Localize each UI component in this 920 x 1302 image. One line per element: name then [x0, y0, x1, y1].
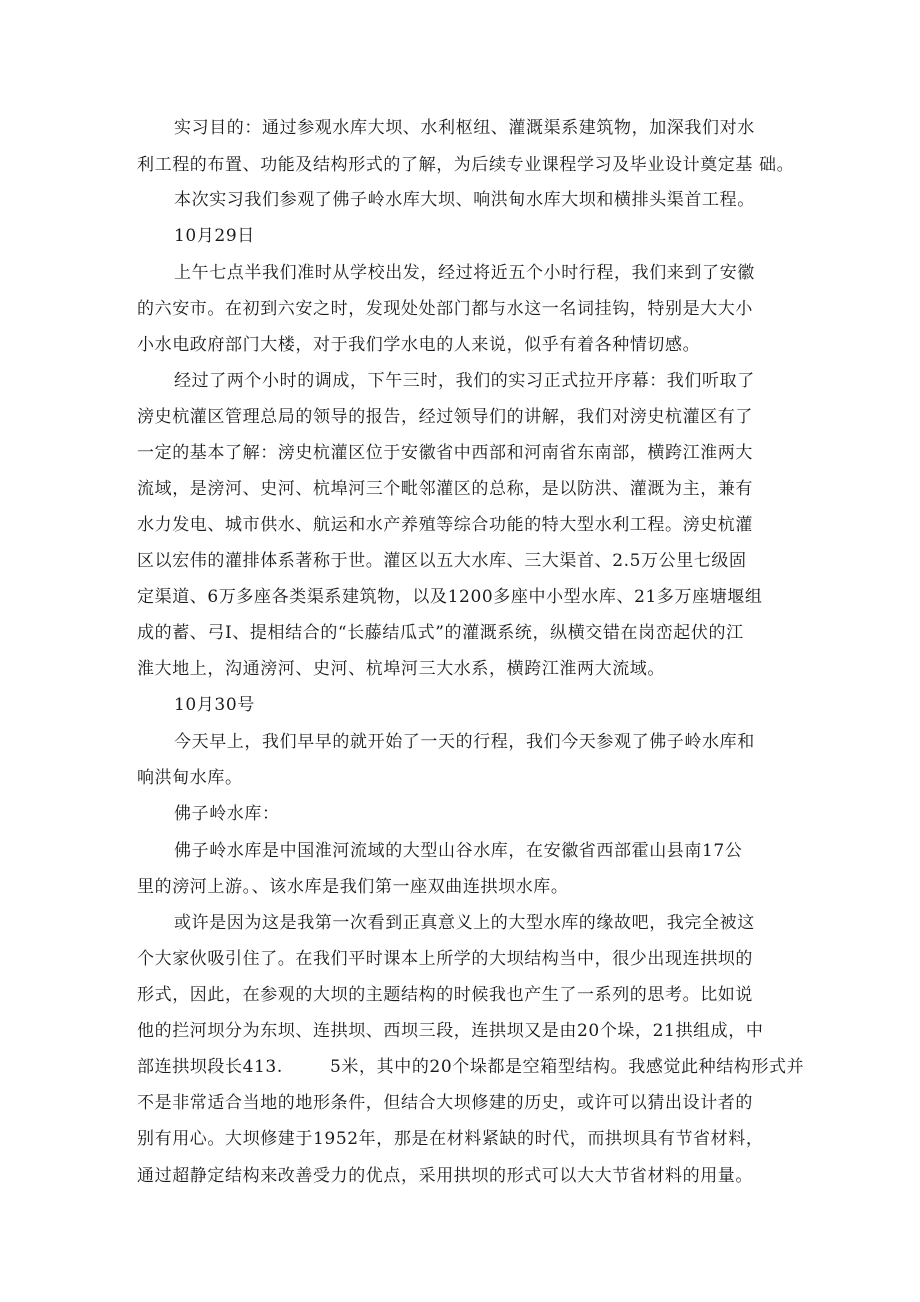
- text-line: 滂史杭灌区管理总局的领导的报告，经过领导们的讲解，我们对滂史杭灌区有了: [137, 407, 753, 427]
- text-line: 小水电政府部门大楼，对于我们学水电的人来说，似乎有着各种情切感。: [137, 335, 701, 355]
- text-line: 流域，是滂河、史河、杭埠河三个毗邻灌区的总称，是以防洪、灌溉为主，兼有: [137, 479, 753, 499]
- text-line: 5米，其中的20个垛都是空箱型结构。我感觉此种结构形式并: [330, 1057, 805, 1077]
- text-line: 或许是因为这是我第一次看到正真意义上的大型水库的缘故吧，我完全被这: [174, 913, 755, 933]
- text-line: 个大家伙吸引住了。在我们平时课本上所学的大坝结构当中，很少出现连拱坝的: [137, 949, 753, 969]
- text-line: 淮大地上，沟通滂河、史河、杭埠河三大水系，横跨江淮两大流域。: [137, 659, 665, 679]
- text-line: 不是非常适合当地的地形条件，但结合大坝修建的历史，或许可以猜出设计者的: [137, 1093, 753, 1113]
- text-line: 他的拦河坝分为东坝、连拱坝、西坝三段，连拱坝又是由20个垛，21拱组成，中: [137, 1021, 764, 1041]
- date-heading: 10月30号: [174, 695, 255, 715]
- text-line: 佛子岭水库是中国淮河流域的大型山谷水库，在安徽省西部霍山县南17公: [174, 841, 743, 861]
- date-heading: 10月29日: [174, 226, 255, 246]
- text-line: 水力发电、城市供水、航运和水产养殖等综合功能的特大型水利工程。滂史杭灌: [137, 515, 753, 535]
- text-line: 的六安市。在初到六安之时，发现处处部门都与水这一名词挂钩，特别是大大小: [137, 299, 753, 319]
- text-line: 里的滂河上游。、该水库是我们第一座双曲连拱坝水库。: [137, 877, 569, 897]
- section-heading: 佛子岭水库：: [174, 804, 280, 824]
- text-line: 经过了两个小时的调成，下午三时，我们的实习正式拉开序幕：我们听取了: [174, 371, 755, 391]
- text-line: 定渠道、6万多座各类渠系建筑物，以及1200多座中小型水库、21多万座塘堰组: [137, 587, 763, 607]
- text-line: 通过超静定结构来改善受力的优点，采用拱坝的形式可以大大节省材料的用量。: [137, 1166, 753, 1186]
- text-line: 形式，因此，在参观的大坝的主题结构的时候我也产生了一系列的思考。比如说: [137, 985, 753, 1005]
- text-line: 别有用心。大坝修建于1952年，那是在材料紧缺的时代，而拱坝具有节省材料，: [137, 1129, 764, 1149]
- text-line: 部连拱坝段长413.: [137, 1057, 283, 1077]
- text-line: 利工程的布置、功能及结构形式的了解，为后续专业课程学习及毕业设计奠定基 础。: [137, 155, 795, 175]
- text-line: 本次实习我们参观了佛子岭水库大坝、响洪甸水库大坝和横排头渠首工程。: [174, 190, 755, 210]
- text-line: 成的蓄、弓I、提相结合的“长藤结瓜式”的灌溉系统，纵横交错在岗峦起伏的江: [137, 623, 744, 643]
- text-line: 一定的基本了解：滂史杭灌区位于安徽省中西部和河南省东南部，横跨江淮两大: [137, 443, 753, 463]
- text-line: 实习目的：通过参观水库大坝、水利枢纽、灌溉渠系建筑物，加深我们对水: [174, 118, 755, 138]
- text-line: 今天早上，我们早早的就开始了一天的行程，我们今天参观了佛子岭水库和: [174, 732, 755, 752]
- text-line: 上午七点半我们准时从学校出发，经过将近五个小时行程，我们来到了安徽: [174, 263, 755, 283]
- text-line: 响洪甸水库。: [137, 768, 243, 788]
- text-line: 区以宏伟的灌排体系著称于世。灌区以五大水库、三大渠首、2.5万公里七级固: [137, 551, 747, 571]
